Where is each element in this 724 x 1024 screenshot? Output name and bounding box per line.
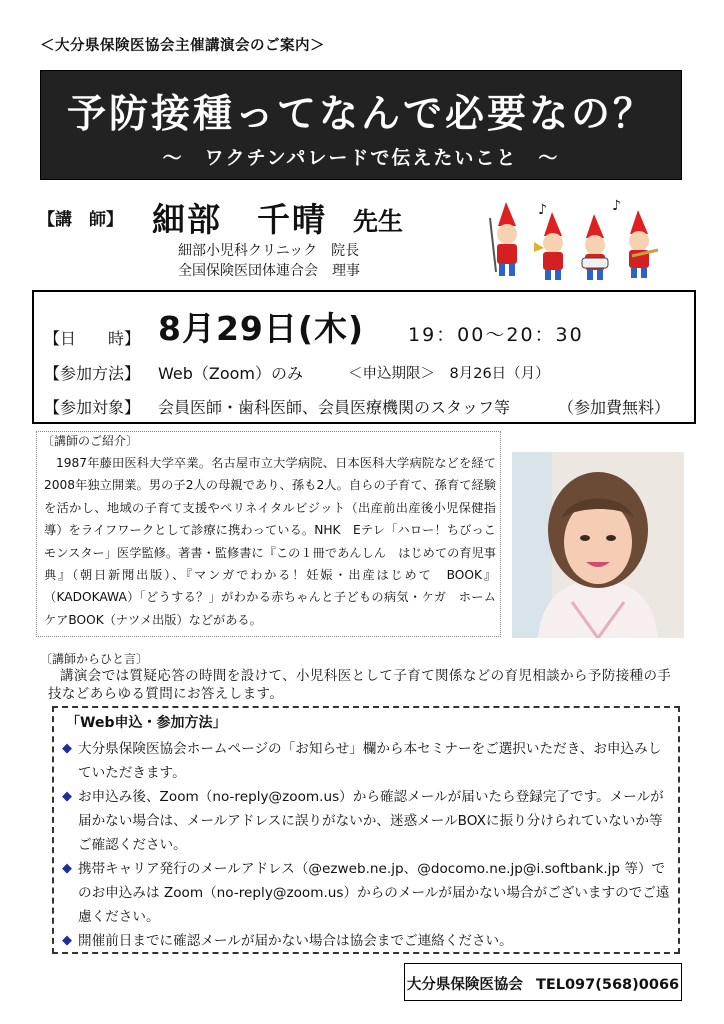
music-note-icon: ♪ bbox=[612, 198, 621, 214]
lecturer-photo bbox=[512, 452, 684, 638]
band-child-2 bbox=[534, 212, 563, 280]
band-child-4 bbox=[629, 210, 658, 278]
title-banner bbox=[40, 70, 682, 180]
target-label: 【参加対象】 bbox=[44, 398, 141, 417]
lecturer-label: 【講 師】 bbox=[38, 210, 123, 230]
event-time: 19：00～20：30 bbox=[408, 324, 584, 346]
contact-box bbox=[404, 963, 682, 1001]
event-target: 会員医師・歯科医師、会員医療機関のスタッフ等 bbox=[158, 398, 511, 417]
lecturer-affiliation-federation: 全国保険医団体連合会 理事 bbox=[178, 263, 360, 279]
music-note-icon: ♪ bbox=[538, 202, 547, 218]
date-label: 【日 時】 bbox=[44, 329, 141, 348]
lecturer-name: 細部 千晴 bbox=[152, 200, 327, 239]
diamond-bullet-icon: ◆ bbox=[62, 933, 72, 948]
web-step-1: ◆ 大分県保険医協会ホームページの「お知らせ」欄から本セミナーをご選択いただき、お申込みしていただきます。 bbox=[62, 737, 674, 785]
participation-fee: （参加費無料） bbox=[558, 398, 671, 417]
intro-title: 〔講師のご紹介〕 bbox=[42, 434, 139, 448]
web-step-3: ◆ 携帯キャリア発行のメールアドレス（@ezweb.ne.jp、@docomo.ne.jp@i.softbank.jp 等）でのお申込みは Zoom（no-reply@zoom.us）からのメールが届かない場合がございますのでご遠慮ください。 bbox=[62, 857, 674, 929]
event-method: Web（Zoom）のみ bbox=[158, 364, 304, 383]
page-subtitle: ～ ワクチンパレードで伝えたいこと ～ bbox=[162, 147, 560, 169]
web-step-2: ◆ お申込み後、Zoom（no-reply@zoom.us）から確認メールが届いたら登録完了です。メールが届かない場合は、メールアドレスに誤りがないか、迷惑メールBOXに振り分けられていないか等ご確認ください。 bbox=[62, 785, 674, 857]
header-note: ＜大分県保険医協会主催講演会のご案内＞ bbox=[40, 38, 325, 54]
diamond-bullet-icon: ◆ bbox=[62, 741, 72, 756]
diamond-bullet-icon: ◆ bbox=[62, 861, 72, 876]
lecturer-honorific: 先生 bbox=[353, 207, 404, 236]
event-date: 8月29日(木) bbox=[158, 309, 365, 348]
lecturer-affiliation-clinic: 細部小児科クリニック 院長 bbox=[178, 243, 360, 259]
web-application-list bbox=[62, 737, 674, 953]
band-child-3 bbox=[582, 214, 608, 280]
application-deadline: ＜申込期限＞ 8月26日（月） bbox=[348, 366, 550, 382]
organization-name: 大分県保険医協会 bbox=[406, 977, 523, 993]
diamond-bullet-icon: ◆ bbox=[62, 789, 72, 804]
message-title: 〔講師からひと言〕 bbox=[40, 652, 149, 666]
marching-band-illustration bbox=[482, 192, 668, 284]
method-label: 【参加方法】 bbox=[44, 364, 141, 383]
web-step-4: ◆ 開催前日までに確認メールが届かない場合は協会までご連絡ください。 bbox=[62, 929, 674, 953]
intro-text: 1987年藤田医科大学卒業。名古屋市立大学病院、日本医科大学病院などを経て2008年独立開業。男の子2人の母親であり、孫も2人。自らの子育て、孫育て経験を活かし、地域の子育て支援やペリネイタルビジット（出産前出産後小児保健指導）をライフワークとして診療に携わっている。NHK Eテレ「ハロー！ちびっこモンスター」医学監修。著書・監修書に『この１冊であんしん はじめての育児事典』（朝日新聞出版）、『マンガでわかる！妊娠・出産はじめて BOOK』（KADOKAWA）「どうする？」がわかる赤ちゃんと子どもの病気・ケガ ホームケアBOOK（ナツメ出版）などがある。 bbox=[44, 456, 496, 627]
phone-number: TEL097(568)0066 bbox=[535, 977, 680, 993]
message-text: 講演会では質疑応答の時間を設けて、小児科医として子育て関係などの育児相談から予防接種の手技などあらゆる質問にお答えします。 bbox=[48, 668, 672, 702]
web-application-title: 「Web申込・参加方法」 bbox=[66, 715, 227, 731]
band-child-1 bbox=[490, 202, 517, 276]
page-title: 予防接種ってなんで必要なの？ bbox=[66, 92, 655, 137]
